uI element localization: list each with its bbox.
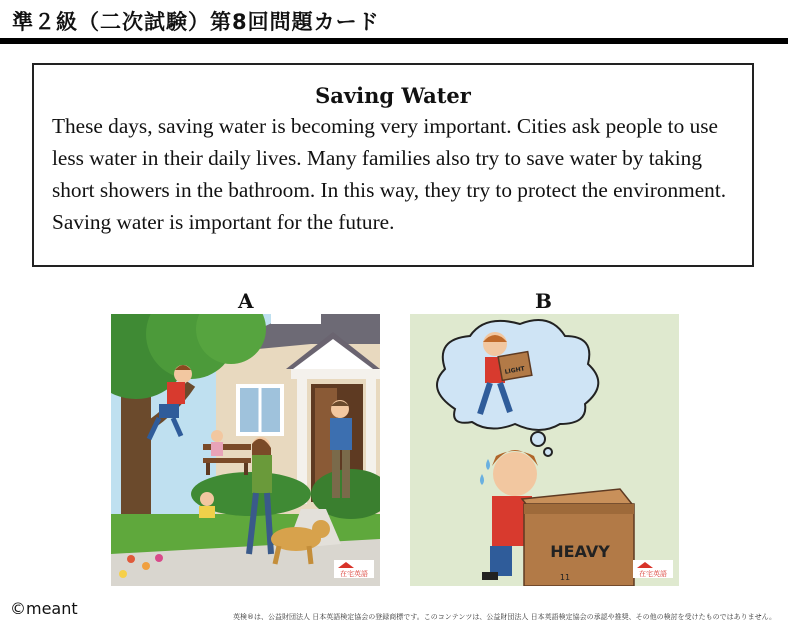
box-number: 11: [559, 573, 571, 582]
header-rule: [0, 38, 788, 44]
picture-b-label: B: [535, 289, 552, 313]
trademark-note: 英検®は、公益財団法人 日本英語検定協会の登録商標です。このコンテンツは、公益財団法人 日本英語検定協会の承認や推奨、その他の検討を受けたものではありません。: [233, 613, 776, 621]
picture-a-label: A: [238, 289, 254, 313]
picture-a-illustration: [111, 314, 380, 586]
passage-body: These days, saving water is becoming very important. Cities ask people to use less water in their daily lives. Many families also try to save water by taking short showers in the bathroom. In this way, they try to protect the environment. Saving water is important for the future.: [52, 114, 727, 234]
picture-b-illustration: [410, 314, 679, 586]
picture-b: [410, 314, 679, 586]
brand-logo-b: [633, 560, 673, 582]
picture-a: [111, 314, 380, 586]
heavy-box-text: HEAVY: [550, 542, 610, 561]
svg-text:在宅英語: 在宅英語: [639, 570, 667, 578]
passage-title: Saving Water: [315, 83, 471, 108]
svg-text:在宅英語: 在宅英語: [340, 570, 368, 578]
page-title: 準２級（二次試験）第8回問題カード: [12, 10, 380, 34]
light-box-text: LIGHT: [504, 365, 526, 376]
copyright: ©meant: [10, 599, 78, 618]
brand-logo-a: [334, 560, 374, 582]
passage-box: [32, 63, 754, 267]
